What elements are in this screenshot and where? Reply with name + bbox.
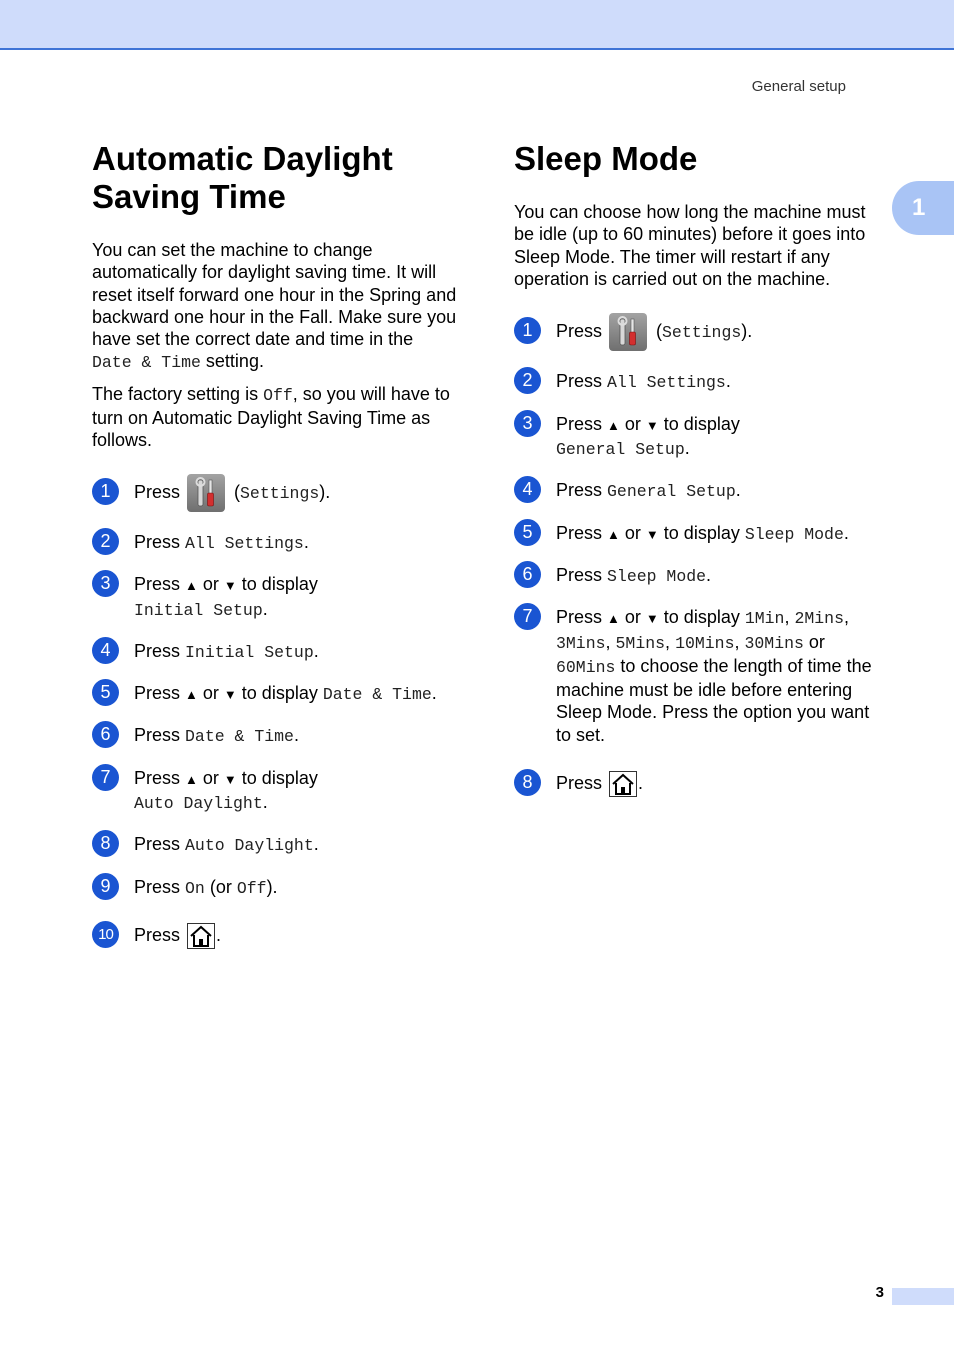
title-line: Automatic Daylight <box>92 140 393 177</box>
step-code: Date & Time <box>322 685 432 705</box>
step-text: Press <box>134 481 181 502</box>
off-code: Off <box>263 385 293 405</box>
step-code: Settings <box>662 323 742 343</box>
option-code: 30Mins <box>744 633 804 653</box>
text-segment: , so you will have to <box>292 383 450 404</box>
step-text: ). <box>741 321 753 342</box>
step-text: Press <box>556 773 603 794</box>
top-header-bar <box>0 0 954 50</box>
step-item <box>514 772 884 794</box>
factory-setting-paragraph <box>92 383 462 452</box>
step-item <box>92 767 462 816</box>
step-text: . <box>706 564 712 585</box>
step-number: 7 <box>514 603 541 630</box>
step-text: . <box>313 834 319 855</box>
text-line: reset itself forward one hour in the Spring and <box>92 284 457 305</box>
step-code: Off <box>236 878 267 898</box>
step-text: machine must be idle before entering <box>556 680 853 701</box>
step-item <box>92 833 462 857</box>
page-number-bar <box>892 1288 954 1305</box>
page-number: 3 <box>875 1284 884 1301</box>
text-line: turn on Automatic Daylight Saving Time as <box>92 408 431 429</box>
step-number: 2 <box>92 528 119 555</box>
step-text: Press <box>134 574 181 595</box>
step-item <box>92 924 462 946</box>
step-code: Auto Daylight <box>185 836 314 856</box>
step-item <box>514 370 884 394</box>
step-item <box>514 564 884 588</box>
option-code: 1Min <box>744 609 785 629</box>
step-number: 9 <box>92 873 119 900</box>
step-text: Press <box>556 607 603 628</box>
step-text: Press <box>556 564 608 585</box>
separator: , <box>784 607 795 628</box>
down-arrow-icon[interactable]: ▼ <box>223 578 237 594</box>
step-number: 1 <box>514 317 541 344</box>
step-text: Press <box>134 640 186 661</box>
step-text: Press <box>556 413 603 434</box>
step-text: Press <box>556 321 603 342</box>
text-line: follows. <box>92 430 153 451</box>
step-text: or <box>197 767 224 788</box>
step-number: 5 <box>92 679 119 706</box>
step-item <box>514 606 884 746</box>
text-segment: The factory setting is <box>92 383 264 404</box>
step-text: . <box>735 480 741 501</box>
step-text: ). <box>319 481 331 502</box>
separator: , <box>605 631 616 652</box>
running-header: General setup <box>751 78 846 95</box>
step-text: to set. <box>556 724 606 745</box>
up-arrow-icon[interactable]: ▲ <box>185 578 198 594</box>
step-text: to display <box>236 767 318 788</box>
home-icon[interactable] <box>187 923 215 949</box>
section-sleep-mode <box>514 140 884 794</box>
step-text: or <box>197 683 224 704</box>
step-number: 8 <box>514 769 541 796</box>
step-item <box>92 573 462 622</box>
step-number: 3 <box>514 410 541 437</box>
step-text: . <box>216 924 222 945</box>
steps-list-sleep <box>514 320 884 794</box>
step-text: to display <box>236 574 318 595</box>
step-number: 4 <box>92 637 119 664</box>
step-item <box>514 320 884 344</box>
step-text: . <box>303 531 309 552</box>
separator: , <box>843 607 849 628</box>
step-number: 6 <box>514 561 541 588</box>
step-text: ( <box>229 481 241 502</box>
step-text: . <box>293 725 299 746</box>
section-automatic-daylight <box>92 140 462 946</box>
step-text: Press <box>134 767 181 788</box>
step-item <box>92 724 462 748</box>
option-code: 60Mins <box>556 657 616 677</box>
step-text: Press <box>556 480 608 501</box>
step-code: General Setup <box>607 482 736 502</box>
text-line: automatically for daylight saving time. It will <box>92 262 437 283</box>
step-text: to display <box>658 413 740 434</box>
step-code: All Settings <box>185 533 304 553</box>
step-code: Date & Time <box>185 727 294 747</box>
step-item <box>92 876 462 900</box>
step-number: 8 <box>92 830 119 857</box>
step-text: to display <box>658 607 745 628</box>
step-text: . <box>843 522 849 543</box>
step-text: . <box>725 371 731 392</box>
step-code: Settings <box>240 483 320 503</box>
step-item <box>92 640 462 664</box>
text-line: backward one hour in the Fall. Make sure you <box>92 306 457 327</box>
step-number: 7 <box>92 764 119 791</box>
step-code: Initial Setup <box>185 642 314 662</box>
step-text: Press <box>134 725 186 746</box>
step-text: Press <box>134 924 181 945</box>
step-text: or <box>619 522 646 543</box>
chapter-tab: 1 <box>892 181 954 235</box>
step-text: . <box>313 640 319 661</box>
step-text: Press <box>134 683 181 704</box>
text-line: Sleep Mode. The timer will restart if any <box>514 246 830 267</box>
home-icon[interactable] <box>609 771 637 797</box>
step-number: 1 <box>92 478 119 505</box>
text-line: You can choose how long the machine must <box>514 202 866 222</box>
up-arrow-icon[interactable]: ▲ <box>607 611 620 627</box>
step-text: Press <box>134 876 186 897</box>
step-text: . <box>262 792 268 813</box>
step-number: 3 <box>92 570 119 597</box>
step-text: ( <box>651 321 663 342</box>
option-code: 2Mins <box>794 609 844 629</box>
step-item <box>92 682 462 706</box>
step-text: Press <box>556 371 608 392</box>
step-text: . <box>638 773 644 794</box>
step-item <box>514 413 884 462</box>
step-number: 4 <box>514 476 541 503</box>
step-text: Press <box>134 531 186 552</box>
option-code: 5Mins <box>615 633 666 653</box>
section-title-sleep: Sleep Mode <box>514 140 698 177</box>
option-code: 10Mins <box>675 633 735 653</box>
section-title-daylight <box>92 140 462 216</box>
intro-paragraph <box>92 239 462 375</box>
text-line: be idle (up to 60 minutes) before it goes into <box>514 224 866 245</box>
step-text: or <box>197 574 224 595</box>
step-text: (or <box>204 876 237 897</box>
down-arrow-icon[interactable]: ▼ <box>645 611 659 627</box>
step-text: to choose the length of time the <box>615 655 872 676</box>
text-segment: setting. <box>200 351 264 372</box>
step-text: to display <box>658 522 745 543</box>
step-code: General Setup <box>556 440 685 460</box>
step-text: Press <box>134 834 186 855</box>
step-item <box>514 522 884 546</box>
separator: , <box>734 631 745 652</box>
text-line: You can set the machine to change <box>92 240 373 260</box>
up-arrow-icon[interactable]: ▲ <box>607 417 620 433</box>
step-text: . <box>431 683 437 704</box>
step-code: All Settings <box>607 373 726 393</box>
down-arrow-icon[interactable]: ▼ <box>645 417 659 433</box>
step-text: or <box>619 413 646 434</box>
steps-list-daylight <box>92 481 462 947</box>
down-arrow-icon[interactable]: ▼ <box>223 687 237 703</box>
step-code: Auto Daylight <box>134 794 263 814</box>
step-text: . <box>684 438 690 459</box>
step-text: or <box>803 631 825 652</box>
down-arrow-icon[interactable]: ▼ <box>223 771 237 787</box>
step-number: 10 <box>92 921 119 948</box>
settings-icon[interactable] <box>187 474 225 512</box>
settings-icon[interactable] <box>609 313 647 351</box>
text-line: have set the correct date and time in the <box>92 329 414 350</box>
date-time-code: Date & Time <box>92 353 201 373</box>
step-number: 2 <box>514 367 541 394</box>
step-code: Sleep Mode <box>744 524 844 544</box>
up-arrow-icon[interactable]: ▲ <box>185 687 198 703</box>
separator: , <box>665 631 676 652</box>
text-line: operation is carried out on the machine. <box>514 268 831 289</box>
step-code: Sleep Mode <box>607 566 707 586</box>
option-code: 3Mins <box>556 633 606 653</box>
step-text: or <box>619 607 646 628</box>
down-arrow-icon[interactable]: ▼ <box>645 526 659 542</box>
step-text: Press <box>556 522 603 543</box>
step-text: Sleep Mode. Press the option you want <box>556 702 870 723</box>
step-code: On <box>185 878 205 898</box>
step-item <box>92 481 462 505</box>
step-text: to display <box>236 683 323 704</box>
up-arrow-icon[interactable]: ▲ <box>185 771 198 787</box>
step-code: Initial Setup <box>134 600 263 620</box>
intro-paragraph <box>514 201 884 290</box>
up-arrow-icon[interactable]: ▲ <box>607 526 620 542</box>
step-number: 5 <box>514 519 541 546</box>
title-line: Saving Time <box>92 178 286 215</box>
step-item <box>514 479 884 503</box>
step-number: 6 <box>92 721 119 748</box>
step-text: ). <box>266 876 278 897</box>
step-item <box>92 531 462 555</box>
step-text: . <box>262 598 268 619</box>
